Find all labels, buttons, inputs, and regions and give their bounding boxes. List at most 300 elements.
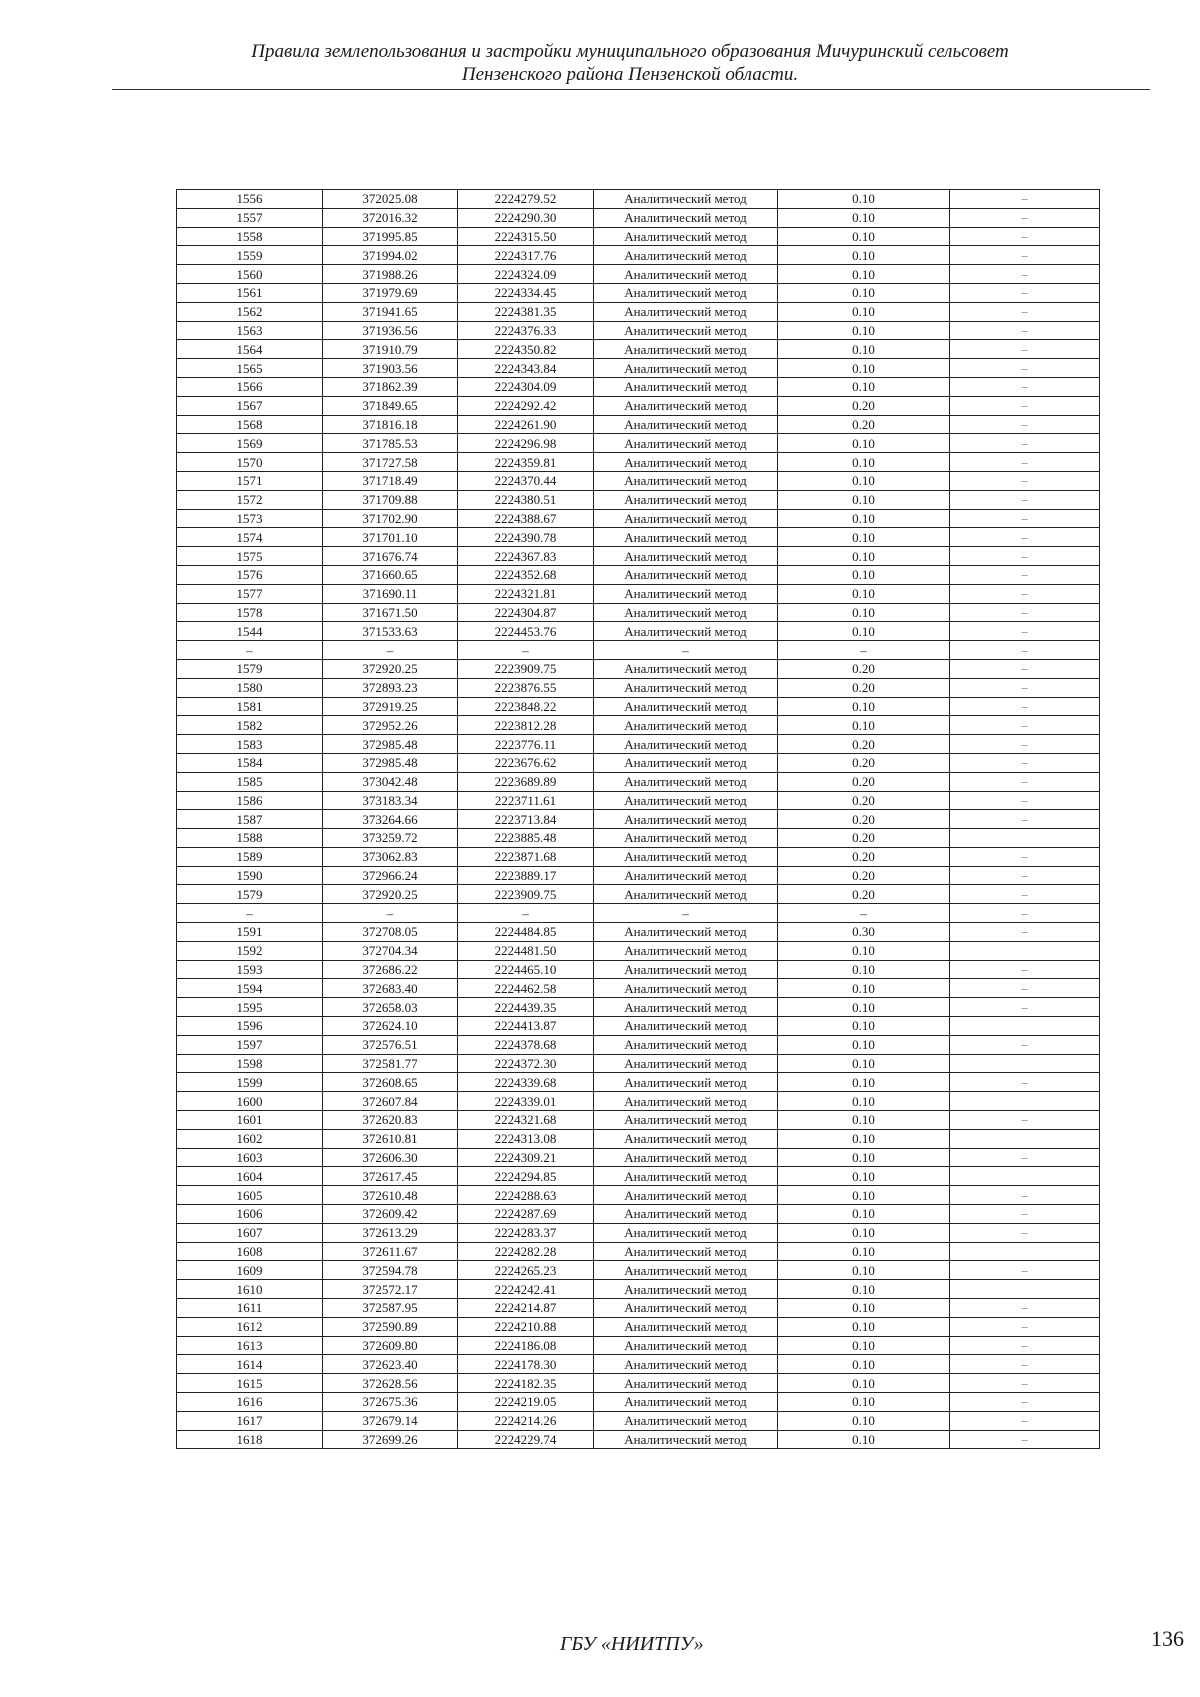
accuracy-cell: 0.10: [778, 1017, 950, 1036]
accuracy-cell: 0.10: [778, 1129, 950, 1148]
accuracy-cell: 0.10: [778, 979, 950, 998]
x-coordinate-cell: –: [323, 641, 458, 660]
description-cell: [950, 1167, 1100, 1186]
point-number-cell: 1590: [177, 866, 323, 885]
x-coordinate-cell: 372893.23: [323, 678, 458, 697]
accuracy-cell: 0.10: [778, 227, 950, 246]
method-cell: Аналитический метод: [594, 1186, 778, 1205]
accuracy-cell: 0.20: [778, 866, 950, 885]
table-row: [177, 1111, 1100, 1130]
x-coordinate-cell: 372609.80: [323, 1336, 458, 1355]
description-cell: –: [950, 1261, 1100, 1280]
accuracy-cell: 0.10: [778, 1205, 950, 1224]
method-cell: Аналитический метод: [594, 1223, 778, 1242]
x-coordinate-cell: 371988.26: [323, 265, 458, 284]
x-coordinate-cell: 372581.77: [323, 1054, 458, 1073]
table-row: [177, 227, 1100, 246]
accuracy-cell: 0.10: [778, 1355, 950, 1374]
table-row: [177, 1411, 1100, 1430]
table-row: [177, 377, 1100, 396]
method-cell: Аналитический метод: [594, 885, 778, 904]
y-coordinate-cell: 2224378.68: [458, 1035, 594, 1054]
method-cell: Аналитический метод: [594, 321, 778, 340]
x-coordinate-cell: 371849.65: [323, 396, 458, 415]
method-cell: Аналитический метод: [594, 735, 778, 754]
description-cell: [950, 941, 1100, 960]
y-coordinate-cell: 2224413.87: [458, 1017, 594, 1036]
table-row: [177, 1148, 1100, 1167]
table-row: [177, 547, 1100, 566]
description-cell: –: [950, 340, 1100, 359]
method-cell: Аналитический метод: [594, 960, 778, 979]
method-cell: Аналитический метод: [594, 659, 778, 678]
accuracy-cell: 0.10: [778, 1092, 950, 1111]
point-number-cell: 1598: [177, 1054, 323, 1073]
x-coordinate-cell: 371718.49: [323, 471, 458, 490]
description-cell: –: [950, 678, 1100, 697]
accuracy-cell: 0.10: [778, 547, 950, 566]
accuracy-cell: 0.10: [778, 1111, 950, 1130]
description-cell: –: [950, 490, 1100, 509]
accuracy-cell: 0.20: [778, 753, 950, 772]
description-cell: –: [950, 772, 1100, 791]
point-number-cell: 1608: [177, 1242, 323, 1261]
accuracy-cell: 0.20: [778, 678, 950, 697]
table-row: [177, 960, 1100, 979]
y-coordinate-cell: 2224287.69: [458, 1205, 594, 1224]
point-number-cell: 1616: [177, 1393, 323, 1412]
table-row: [177, 528, 1100, 547]
point-number-cell: 1612: [177, 1317, 323, 1336]
description-cell: –: [950, 1374, 1100, 1393]
method-cell: Аналитический метод: [594, 1111, 778, 1130]
method-cell: Аналитический метод: [594, 1017, 778, 1036]
accuracy-cell: 0.10: [778, 565, 950, 584]
y-coordinate-cell: 2224178.30: [458, 1355, 594, 1374]
y-coordinate-cell: 2224381.35: [458, 302, 594, 321]
method-cell: Аналитический метод: [594, 283, 778, 302]
x-coordinate-cell: 373264.66: [323, 810, 458, 829]
point-number-cell: 1544: [177, 622, 323, 641]
description-cell: –: [950, 208, 1100, 227]
accuracy-cell: 0.10: [778, 584, 950, 603]
method-cell: Аналитический метод: [594, 603, 778, 622]
coordinates-table: [176, 189, 1100, 1449]
y-coordinate-cell: 2224186.08: [458, 1336, 594, 1355]
x-coordinate-cell: 372919.25: [323, 697, 458, 716]
method-cell: Аналитический метод: [594, 1299, 778, 1318]
table-row: [177, 998, 1100, 1017]
table-row: [177, 904, 1100, 923]
accuracy-cell: 0.10: [778, 1374, 950, 1393]
accuracy-cell: –: [778, 641, 950, 660]
x-coordinate-cell: 371709.88: [323, 490, 458, 509]
y-coordinate-cell: 2224339.01: [458, 1092, 594, 1111]
description-cell: [950, 1129, 1100, 1148]
point-number-cell: 1592: [177, 941, 323, 960]
x-coordinate-cell: 372594.78: [323, 1261, 458, 1280]
x-coordinate-cell: 372025.08: [323, 190, 458, 209]
document-header: [110, 40, 1150, 86]
description-cell: –: [950, 246, 1100, 265]
accuracy-cell: 0.20: [778, 847, 950, 866]
point-number-cell: 1613: [177, 1336, 323, 1355]
method-cell: Аналитический метод: [594, 490, 778, 509]
description-cell: –: [950, 471, 1100, 490]
method-cell: Аналитический метод: [594, 265, 778, 284]
description-cell: [950, 1242, 1100, 1261]
point-number-cell: 1607: [177, 1223, 323, 1242]
accuracy-cell: 0.10: [778, 528, 950, 547]
description-cell: –: [950, 565, 1100, 584]
x-coordinate-cell: 371727.58: [323, 453, 458, 472]
y-coordinate-cell: 2224390.78: [458, 528, 594, 547]
table-row: [177, 941, 1100, 960]
point-number-cell: 1583: [177, 735, 323, 754]
method-cell: Аналитический метод: [594, 1054, 778, 1073]
accuracy-cell: 0.10: [778, 321, 950, 340]
accuracy-cell: 0.10: [778, 1242, 950, 1261]
method-cell: Аналитический метод: [594, 866, 778, 885]
table-row: [177, 641, 1100, 660]
x-coordinate-cell: 371979.69: [323, 283, 458, 302]
y-coordinate-cell: 2224210.88: [458, 1317, 594, 1336]
table-row: [177, 678, 1100, 697]
table-row: [177, 810, 1100, 829]
x-coordinate-cell: 372675.36: [323, 1393, 458, 1412]
description-cell: –: [950, 1411, 1100, 1430]
description-cell: –: [950, 415, 1100, 434]
description-cell: –: [950, 923, 1100, 942]
x-coordinate-cell: 372613.29: [323, 1223, 458, 1242]
accuracy-cell: 0.10: [778, 603, 950, 622]
y-coordinate-cell: 2223876.55: [458, 678, 594, 697]
method-cell: Аналитический метод: [594, 791, 778, 810]
point-number-cell: 1605: [177, 1186, 323, 1205]
method-cell: Аналитический метод: [594, 434, 778, 453]
point-number-cell: 1567: [177, 396, 323, 415]
method-cell: Аналитический метод: [594, 810, 778, 829]
point-number-cell: 1615: [177, 1374, 323, 1393]
method-cell: Аналитический метод: [594, 1148, 778, 1167]
accuracy-cell: 0.20: [778, 659, 950, 678]
x-coordinate-cell: 371533.63: [323, 622, 458, 641]
description-cell: –: [950, 1186, 1100, 1205]
accuracy-cell: 0.10: [778, 1411, 950, 1430]
description-cell: –: [950, 584, 1100, 603]
description-cell: [950, 1017, 1100, 1036]
accuracy-cell: 0.20: [778, 885, 950, 904]
description-cell: –: [950, 641, 1100, 660]
accuracy-cell: 0.10: [778, 340, 950, 359]
method-cell: Аналитический метод: [594, 509, 778, 528]
table-row: [177, 509, 1100, 528]
y-coordinate-cell: 2224453.76: [458, 622, 594, 641]
x-coordinate-cell: 371785.53: [323, 434, 458, 453]
method-cell: Аналитический метод: [594, 1242, 778, 1261]
method-cell: Аналитический метод: [594, 302, 778, 321]
coordinates-table-body: [177, 190, 1100, 1449]
y-coordinate-cell: 2224343.84: [458, 359, 594, 378]
description-cell: –: [950, 960, 1100, 979]
table-row: [177, 716, 1100, 735]
method-cell: Аналитический метод: [594, 1073, 778, 1092]
method-cell: Аналитический метод: [594, 678, 778, 697]
point-number-cell: 1579: [177, 659, 323, 678]
point-number-cell: 1575: [177, 547, 323, 566]
description-cell: –: [950, 190, 1100, 209]
x-coordinate-cell: 372699.26: [323, 1430, 458, 1449]
table-row: [177, 791, 1100, 810]
x-coordinate-cell: 372683.40: [323, 979, 458, 998]
table-row: [177, 565, 1100, 584]
description-cell: –: [950, 810, 1100, 829]
description-cell: –: [950, 359, 1100, 378]
y-coordinate-cell: 2224376.33: [458, 321, 594, 340]
point-number-cell: 1578: [177, 603, 323, 622]
accuracy-cell: 0.10: [778, 377, 950, 396]
y-coordinate-cell: 2224219.05: [458, 1393, 594, 1412]
accuracy-cell: 0.10: [778, 190, 950, 209]
y-coordinate-cell: 2224261.90: [458, 415, 594, 434]
y-coordinate-cell: 2224283.37: [458, 1223, 594, 1242]
method-cell: Аналитический метод: [594, 1205, 778, 1224]
method-cell: Аналитический метод: [594, 396, 778, 415]
y-coordinate-cell: 2224282.28: [458, 1242, 594, 1261]
method-cell: Аналитический метод: [594, 340, 778, 359]
x-coordinate-cell: 371690.11: [323, 584, 458, 603]
description-cell: –: [950, 697, 1100, 716]
x-coordinate-cell: 372985.48: [323, 753, 458, 772]
accuracy-cell: 0.10: [778, 1054, 950, 1073]
y-coordinate-cell: 2224214.87: [458, 1299, 594, 1318]
accuracy-cell: 0.10: [778, 1299, 950, 1318]
table-row: [177, 847, 1100, 866]
method-cell: –: [594, 904, 778, 923]
table-row: [177, 321, 1100, 340]
table-row: [177, 283, 1100, 302]
y-coordinate-cell: 2223776.11: [458, 735, 594, 754]
accuracy-cell: 0.10: [778, 1167, 950, 1186]
y-coordinate-cell: –: [458, 641, 594, 660]
table-row: [177, 622, 1100, 641]
point-number-cell: 1599: [177, 1073, 323, 1092]
point-number-cell: 1593: [177, 960, 323, 979]
description-cell: –: [950, 302, 1100, 321]
method-cell: Аналитический метод: [594, 1430, 778, 1449]
y-coordinate-cell: 2224315.50: [458, 227, 594, 246]
accuracy-cell: 0.10: [778, 1430, 950, 1449]
method-cell: Аналитический метод: [594, 471, 778, 490]
x-coordinate-cell: 371941.65: [323, 302, 458, 321]
point-number-cell: 1582: [177, 716, 323, 735]
description-cell: –: [950, 453, 1100, 472]
table-row: [177, 584, 1100, 603]
y-coordinate-cell: 2224229.74: [458, 1430, 594, 1449]
method-cell: Аналитический метод: [594, 716, 778, 735]
description-cell: –: [950, 1317, 1100, 1336]
method-cell: Аналитический метод: [594, 227, 778, 246]
description-cell: –: [950, 1035, 1100, 1054]
x-coordinate-cell: 373062.83: [323, 847, 458, 866]
method-cell: Аналитический метод: [594, 377, 778, 396]
table-row: [177, 340, 1100, 359]
x-coordinate-cell: 371862.39: [323, 377, 458, 396]
x-coordinate-cell: 373042.48: [323, 772, 458, 791]
accuracy-cell: 0.10: [778, 941, 950, 960]
accuracy-cell: 0.10: [778, 1336, 950, 1355]
method-cell: Аналитический метод: [594, 979, 778, 998]
y-coordinate-cell: 2223848.22: [458, 697, 594, 716]
point-number-cell: 1558: [177, 227, 323, 246]
description-cell: –: [950, 716, 1100, 735]
point-number-cell: 1585: [177, 772, 323, 791]
accuracy-cell: 0.10: [778, 283, 950, 302]
description-cell: –: [950, 791, 1100, 810]
description-cell: –: [950, 622, 1100, 641]
y-coordinate-cell: 2224484.85: [458, 923, 594, 942]
table-row: [177, 1017, 1100, 1036]
y-coordinate-cell: 2223889.17: [458, 866, 594, 885]
y-coordinate-cell: 2224292.42: [458, 396, 594, 415]
point-number-cell: 1560: [177, 265, 323, 284]
point-number-cell: 1565: [177, 359, 323, 378]
y-coordinate-cell: 2224370.44: [458, 471, 594, 490]
point-number-cell: 1603: [177, 1148, 323, 1167]
accuracy-cell: 0.20: [778, 791, 950, 810]
y-coordinate-cell: 2224334.45: [458, 283, 594, 302]
x-coordinate-cell: 373259.72: [323, 829, 458, 848]
x-coordinate-cell: 373183.34: [323, 791, 458, 810]
y-coordinate-cell: 2224294.85: [458, 1167, 594, 1186]
x-coordinate-cell: 371816.18: [323, 415, 458, 434]
y-coordinate-cell: 2224481.50: [458, 941, 594, 960]
accuracy-cell: 0.10: [778, 208, 950, 227]
accuracy-cell: 0.10: [778, 1393, 950, 1412]
description-cell: –: [950, 321, 1100, 340]
y-coordinate-cell: 2224465.10: [458, 960, 594, 979]
description-cell: –: [950, 885, 1100, 904]
x-coordinate-cell: 371936.56: [323, 321, 458, 340]
point-number-cell: 1557: [177, 208, 323, 227]
x-coordinate-cell: 372617.45: [323, 1167, 458, 1186]
description-cell: –: [950, 847, 1100, 866]
point-number-cell: 1581: [177, 697, 323, 716]
y-coordinate-cell: 2223909.75: [458, 659, 594, 678]
x-coordinate-cell: 372620.83: [323, 1111, 458, 1130]
description-cell: –: [950, 377, 1100, 396]
y-coordinate-cell: 2224214.26: [458, 1411, 594, 1430]
point-number-cell: 1614: [177, 1355, 323, 1374]
method-cell: Аналитический метод: [594, 829, 778, 848]
method-cell: Аналитический метод: [594, 528, 778, 547]
table-row: [177, 1242, 1100, 1261]
method-cell: Аналитический метод: [594, 772, 778, 791]
description-cell: –: [950, 1299, 1100, 1318]
table-row: [177, 1129, 1100, 1148]
accuracy-cell: –: [778, 904, 950, 923]
method-cell: Аналитический метод: [594, 998, 778, 1017]
point-number-cell: 1596: [177, 1017, 323, 1036]
y-coordinate-cell: 2223812.28: [458, 716, 594, 735]
accuracy-cell: 0.10: [778, 998, 950, 1017]
description-cell: [950, 1092, 1100, 1111]
method-cell: Аналитический метод: [594, 1167, 778, 1186]
method-cell: Аналитический метод: [594, 847, 778, 866]
y-coordinate-cell: 2223713.84: [458, 810, 594, 829]
table-row: [177, 697, 1100, 716]
x-coordinate-cell: 371676.74: [323, 547, 458, 566]
point-number-cell: 1606: [177, 1205, 323, 1224]
accuracy-cell: 0.10: [778, 1073, 950, 1092]
method-cell: Аналитический метод: [594, 208, 778, 227]
accuracy-cell: 0.10: [778, 1186, 950, 1205]
table-row: [177, 415, 1100, 434]
description-cell: –: [950, 1223, 1100, 1242]
y-coordinate-cell: 2224242.41: [458, 1280, 594, 1299]
y-coordinate-cell: 2224372.30: [458, 1054, 594, 1073]
description-cell: –: [950, 1111, 1100, 1130]
y-coordinate-cell: 2224439.35: [458, 998, 594, 1017]
x-coordinate-cell: 372920.25: [323, 659, 458, 678]
footer-organization: ГБУ «НИИТПУ»: [560, 1633, 704, 1655]
point-number-cell: 1584: [177, 753, 323, 772]
table-row: [177, 1167, 1100, 1186]
x-coordinate-cell: 372606.30: [323, 1148, 458, 1167]
y-coordinate-cell: 2224309.21: [458, 1148, 594, 1167]
method-cell: Аналитический метод: [594, 1129, 778, 1148]
description-cell: –: [950, 509, 1100, 528]
y-coordinate-cell: 2224288.63: [458, 1186, 594, 1205]
point-number-cell: 1556: [177, 190, 323, 209]
point-number-cell: 1569: [177, 434, 323, 453]
point-number-cell: 1571: [177, 471, 323, 490]
method-cell: Аналитический метод: [594, 1280, 778, 1299]
y-coordinate-cell: 2224290.30: [458, 208, 594, 227]
method-cell: Аналитический метод: [594, 359, 778, 378]
x-coordinate-cell: 372610.48: [323, 1186, 458, 1205]
y-coordinate-cell: 2224359.81: [458, 453, 594, 472]
x-coordinate-cell: 372658.03: [323, 998, 458, 1017]
table-row: [177, 885, 1100, 904]
method-cell: Аналитический метод: [594, 1411, 778, 1430]
table-row: [177, 265, 1100, 284]
x-coordinate-cell: 372966.24: [323, 866, 458, 885]
description-cell: –: [950, 1355, 1100, 1374]
y-coordinate-cell: 2223885.48: [458, 829, 594, 848]
description-cell: –: [950, 265, 1100, 284]
x-coordinate-cell: 371910.79: [323, 340, 458, 359]
x-coordinate-cell: 371660.65: [323, 565, 458, 584]
y-coordinate-cell: 2224304.09: [458, 377, 594, 396]
table-row: [177, 1205, 1100, 1224]
point-number-cell: 1577: [177, 584, 323, 603]
accuracy-cell: 0.10: [778, 960, 950, 979]
x-coordinate-cell: 372704.34: [323, 941, 458, 960]
x-coordinate-cell: 372607.84: [323, 1092, 458, 1111]
point-number-cell: –: [177, 904, 323, 923]
y-coordinate-cell: –: [458, 904, 594, 923]
description-cell: –: [950, 1336, 1100, 1355]
page-number: 136: [1151, 1626, 1184, 1651]
table-row: [177, 1186, 1100, 1205]
accuracy-cell: 0.10: [778, 1280, 950, 1299]
table-row: [177, 1223, 1100, 1242]
point-number-cell: 1610: [177, 1280, 323, 1299]
point-number-cell: 1570: [177, 453, 323, 472]
accuracy-cell: 0.10: [778, 1035, 950, 1054]
table-row: [177, 1430, 1100, 1449]
